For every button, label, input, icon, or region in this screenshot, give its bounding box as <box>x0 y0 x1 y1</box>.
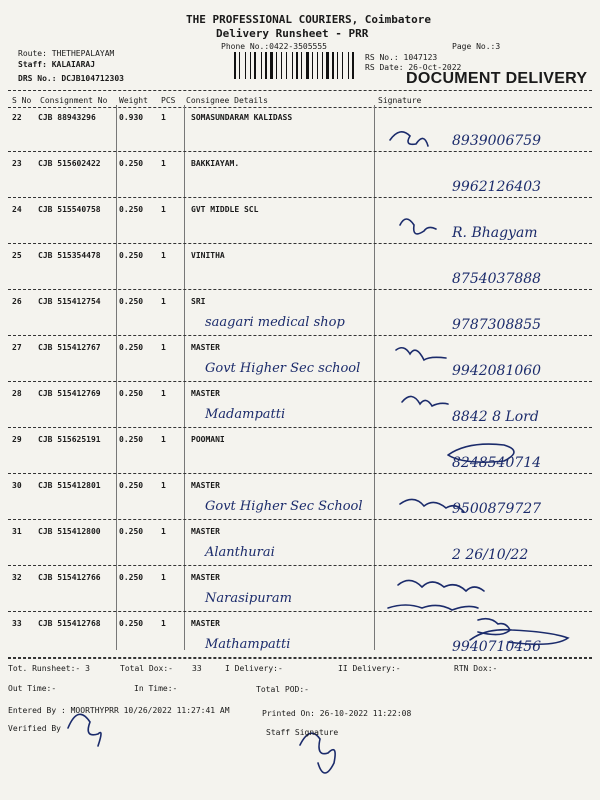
total-dox-value: 33 <box>192 664 202 673</box>
row-consignee: MASTER <box>191 573 220 582</box>
out-time-label: Out Time:- <box>8 684 57 693</box>
row-weight: 0.250 <box>119 159 144 168</box>
row-sno: 22 <box>12 113 22 122</box>
handwritten-signature: 8754037888 <box>452 271 542 287</box>
row-pcs: 1 <box>161 343 166 352</box>
handwritten-signature: 9942081060 <box>452 363 542 379</box>
row-consignee: VINITHA <box>191 251 225 260</box>
row-sno: 33 <box>12 619 22 628</box>
row-pcs: 1 <box>161 389 166 398</box>
row-pcs: 1 <box>161 205 166 214</box>
row-weight: 0.250 <box>119 573 144 582</box>
row-weight: 0.250 <box>119 389 144 398</box>
col-header-sno: S No <box>12 96 32 105</box>
row-weight: 0.250 <box>119 481 144 490</box>
in-time-label: In Time:- <box>134 684 178 693</box>
staff-signature-label: Staff Signature <box>266 728 339 737</box>
handwritten-note: saagari medical shop <box>205 315 345 330</box>
row-pcs: 1 <box>161 159 166 168</box>
sheet-title: Delivery Runsheet - PRR <box>216 27 369 40</box>
ii-delivery-label: II Delivery:- <box>338 664 401 673</box>
col-header-pcs: PCS <box>161 96 176 105</box>
row-consignee: MASTER <box>191 619 220 628</box>
row-weight: 0.250 <box>119 205 144 214</box>
printed-on: Printed On: 26-10-2022 11:22:08 <box>262 709 412 718</box>
row-consignee: MASTER <box>191 389 220 398</box>
handwritten-note: Narasipuram <box>205 591 292 606</box>
row-consignment: CJB 515412767 <box>38 343 101 352</box>
row-consignment: CJB 515625191 <box>38 435 101 444</box>
row-weight: 0.250 <box>119 527 144 536</box>
signature-stroke <box>396 348 446 360</box>
verified-by-label: Verified By <box>8 724 61 733</box>
row-consignment: CJB 515602422 <box>38 159 101 168</box>
row-consignment: CJB 515354478 <box>38 251 101 260</box>
row-weight: 0.250 <box>119 297 144 306</box>
row-sno: 32 <box>12 573 22 582</box>
row-consignee: MASTER <box>191 481 220 490</box>
row-consignment: CJB 515412769 <box>38 389 101 398</box>
signature-stroke <box>402 396 448 406</box>
handwritten-signature: R. Bhagyam <box>452 225 538 241</box>
rtn-dox-label: RTN Dox:- <box>454 664 498 673</box>
col-header-consignment: Consignment No <box>40 96 108 105</box>
row-consignment: CJB 515412754 <box>38 297 101 306</box>
handwritten-note: Govt Higher Sec School <box>205 499 363 514</box>
row-sno: 25 <box>12 251 22 260</box>
signature-stroke <box>68 714 101 746</box>
handwritten-signature: 8939006759 <box>452 133 542 149</box>
footer-rule <box>8 658 592 659</box>
row-consignee: BAKKIAYAM. <box>191 159 240 168</box>
row-consignee: GVT MIDDLE SCL <box>191 205 259 214</box>
row-pcs: 1 <box>161 573 166 582</box>
total-dox-label: Total Dox:- <box>120 664 173 673</box>
handwritten-note: Alanthurai <box>205 545 275 560</box>
handwritten-signature: 9500879727 <box>452 501 542 517</box>
col-header-consignee: Consignee Details <box>186 96 268 105</box>
row-consignment: CJB 515412801 <box>38 481 101 490</box>
handwritten-signature: 9962126403 <box>452 179 542 195</box>
row-weight: 0.930 <box>119 113 144 122</box>
page-number: Page No.:3 <box>452 42 501 51</box>
row-consignment: CJB 515412768 <box>38 619 101 628</box>
col-header-weight: Weight <box>119 96 148 105</box>
handwritten-signature: 9940710456 <box>452 639 542 655</box>
total-runsheet: Tot. Runsheet:- 3 <box>8 664 90 673</box>
handwritten-signature: 2 26/10/22 <box>452 547 529 563</box>
signature-stroke <box>448 444 514 462</box>
row-sno: 28 <box>12 389 22 398</box>
total-pod-label: Total POD:- <box>256 685 309 694</box>
row-consignment: CJB 515412766 <box>38 573 101 582</box>
row-pcs: 1 <box>161 297 166 306</box>
signature-stroke <box>388 605 478 610</box>
row-pcs: 1 <box>161 113 166 122</box>
signature-stroke <box>470 630 568 645</box>
staff-label: Staff: KALAIARAJ <box>18 60 96 69</box>
signature-stroke <box>400 219 436 234</box>
row-pcs: 1 <box>161 619 166 628</box>
row-sno: 29 <box>12 435 22 444</box>
row-consignment: CJB 88943296 <box>38 113 96 122</box>
document-delivery-stamp: DOCUMENT DELIVERY <box>406 70 588 87</box>
route-label: Route: THETHEPALAYAM <box>18 49 115 58</box>
signature-stroke <box>478 619 510 635</box>
row-consignment: CJB 515540758 <box>38 205 101 214</box>
row-weight: 0.250 <box>119 619 144 628</box>
row-sno: 23 <box>12 159 22 168</box>
handwritten-note: Mathampatti <box>205 637 291 652</box>
handwritten-signature: 9787308855 <box>452 317 542 333</box>
row-consignee: SOMASUNDARAM KALIDASS <box>191 113 293 122</box>
handwritten-note: Govt Higher Sec school <box>205 361 361 376</box>
signature-stroke <box>398 580 484 591</box>
col-header-signature: Signature <box>378 96 422 105</box>
row-consignee: MASTER <box>191 343 220 352</box>
row-consignee: MASTER <box>191 527 220 536</box>
row-sno: 31 <box>12 527 22 536</box>
row-sno: 30 <box>12 481 22 490</box>
handwritten-signature: 8842 8 Lord <box>452 409 539 425</box>
handwritten-note: Madampatti <box>205 407 286 422</box>
company-name: THE PROFESSIONAL COURIERS, Coimbatore <box>186 13 432 26</box>
row-pcs: 1 <box>161 527 166 536</box>
handwritten-signature: 8248540714 <box>452 455 542 471</box>
row-consignee: POOMANI <box>191 435 225 444</box>
signature-stroke <box>390 132 428 146</box>
rs-number: RS No.: 1047123 <box>365 53 438 62</box>
rs-date: RS Date: 26-Oct-2022 <box>365 63 462 72</box>
phone-number: Phone No.:0422-3505555 <box>221 42 327 51</box>
row-pcs: 1 <box>161 435 166 444</box>
entered-by: Entered By : MOORTHYPRR 10/26/2022 11:27:41 AM <box>8 706 230 715</box>
row-weight: 0.250 <box>119 251 144 260</box>
row-consignee: SRI <box>191 297 206 306</box>
row-weight: 0.250 <box>119 435 144 444</box>
signature-stroke <box>300 733 335 773</box>
i-delivery-label: I Delivery:- <box>225 664 283 673</box>
signature-stroke <box>400 499 464 512</box>
row-sno: 27 <box>12 343 22 352</box>
row-weight: 0.250 <box>119 343 144 352</box>
drs-number: DRS No.: DCJB104712303 <box>18 74 124 83</box>
row-pcs: 1 <box>161 481 166 490</box>
row-consignment: CJB 515412800 <box>38 527 101 536</box>
row-sno: 26 <box>12 297 22 306</box>
row-pcs: 1 <box>161 251 166 260</box>
row-sno: 24 <box>12 205 22 214</box>
